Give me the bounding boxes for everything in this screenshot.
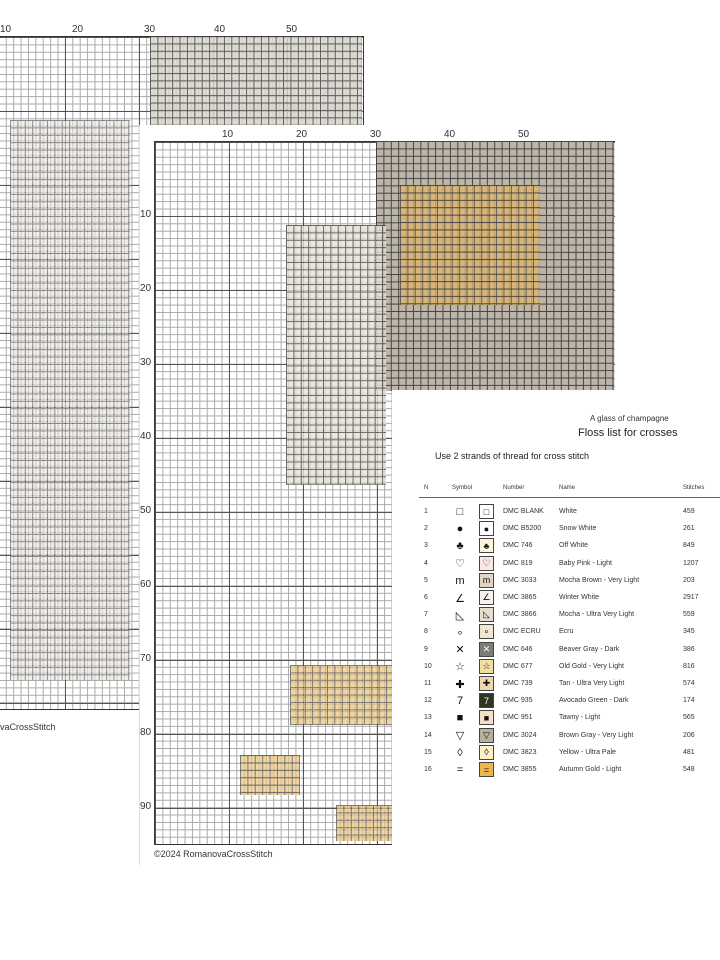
floss-number: DMC 3865 <box>503 594 537 601</box>
front-stitches-left-edge <box>286 225 386 485</box>
floss-color-swatch: ☆ <box>479 659 494 674</box>
front-axis-top-50: 50 <box>518 129 530 140</box>
floss-row <box>419 744 720 761</box>
col-number: Number <box>503 485 525 491</box>
front-axis-top-40: 40 <box>444 129 456 140</box>
floss-color-swatch: ∘ <box>479 624 494 639</box>
floss-name: Autumn Gold - Light <box>559 766 622 773</box>
front-axis-side-10: 10 <box>140 209 152 220</box>
floss-symbol-icon: □ <box>456 506 464 518</box>
floss-name: Tawny - Light <box>559 714 601 722</box>
back-axis-40: 40 <box>214 24 226 35</box>
front-axis-side-70: 70 <box>140 653 152 664</box>
floss-stitches: 574 <box>683 680 695 687</box>
floss-symbol-icon: ∠ <box>455 592 465 605</box>
floss-stitches: 565 <box>683 714 695 722</box>
floss-row <box>419 606 720 623</box>
floss-number: DMC 3823 <box>503 748 537 756</box>
front-stitches-bubbles-3 <box>336 805 392 841</box>
floss-number: DMC 3855 <box>503 766 537 773</box>
floss-row <box>419 727 720 744</box>
floss-n: 14 <box>424 731 432 739</box>
floss-number: DMC BLANK <box>503 508 544 515</box>
front-axis-side-20: 20 <box>140 283 152 294</box>
floss-color-swatch: = <box>479 762 494 777</box>
floss-name: Mocha - Ultra Very Light <box>559 611 635 619</box>
floss-table-header <box>419 485 720 498</box>
floss-stitches: 261 <box>683 525 695 533</box>
front-axis-side-60: 60 <box>140 579 152 590</box>
floss-name: Ecru <box>559 628 574 636</box>
floss-color-swatch: ■ <box>479 710 494 725</box>
front-axis-top-30: 30 <box>370 129 382 140</box>
floss-color-swatch: ● <box>479 521 494 536</box>
floss-symbol-icon: ■ <box>456 712 464 725</box>
floss-number: DMC 677 <box>503 662 533 670</box>
floss-color-swatch: ♡ <box>479 556 494 571</box>
floss-symbol-icon: ● <box>456 523 464 536</box>
col-n: N <box>424 485 429 491</box>
floss-number: DMC 3866 <box>503 611 537 619</box>
floss-row <box>419 692 720 709</box>
floss-n: 9 <box>424 645 428 653</box>
floss-color-swatch: □ <box>479 504 494 519</box>
floss-symbol-icon: ✚ <box>455 678 465 691</box>
floss-row <box>419 520 720 537</box>
floss-list-title: Floss list for crosses <box>578 427 678 439</box>
floss-name: Brown Gray - Very Light <box>559 731 634 739</box>
floss-n: 8 <box>424 628 428 636</box>
floss-number: DMC 646 <box>503 645 533 653</box>
floss-n: 3 <box>424 542 428 550</box>
back-axis-30: 30 <box>144 24 156 35</box>
back-axis-50: 50 <box>286 24 298 35</box>
floss-color-swatch: ◺ <box>479 607 494 622</box>
back-axis-10: 10 <box>0 24 12 35</box>
floss-name: Mocha Brown - Very Light <box>559 576 640 584</box>
floss-color-swatch: 7 <box>479 693 494 708</box>
back-axis-20: 20 <box>72 24 84 35</box>
floss-symbol-icon: m <box>455 574 465 587</box>
floss-n: 2 <box>424 525 428 533</box>
floss-number: DMC B5200 <box>503 525 542 533</box>
front-copyright: ©2024 RomanovaCrossStitch <box>154 849 273 859</box>
floss-number: DMC 3033 <box>503 576 537 584</box>
floss-color-swatch: ✚ <box>479 676 494 691</box>
floss-number: DMC ECRU <box>503 628 541 636</box>
floss-n: 12 <box>424 697 432 705</box>
floss-name: Winter White <box>559 594 600 601</box>
floss-n: 10 <box>424 662 432 670</box>
front-axis-top-20: 20 <box>296 129 308 140</box>
floss-symbol-icon: ☆ <box>455 661 465 674</box>
front-axis-side-40: 40 <box>140 431 152 442</box>
front-axis-top-10: 10 <box>222 129 234 140</box>
col-stitches: Stitches <box>683 485 705 491</box>
back-pattern-stitches-top <box>150 36 362 126</box>
floss-n: 15 <box>424 748 432 756</box>
floss-stitches: 345 <box>683 628 695 636</box>
floss-name: Off White <box>559 542 589 550</box>
floss-symbol-icon: = <box>456 764 464 776</box>
floss-color-swatch: ✕ <box>479 642 494 657</box>
floss-stitches: 2917 <box>683 594 699 601</box>
floss-number: DMC 935 <box>503 697 533 705</box>
floss-row <box>419 675 720 692</box>
floss-row <box>419 623 720 640</box>
floss-symbol-icon: ◺ <box>455 609 465 622</box>
floss-name: Baby Pink - Light <box>559 559 612 567</box>
floss-name: Old Gold - Very Light <box>559 662 624 670</box>
front-axis-side-30: 30 <box>140 357 152 368</box>
floss-stitches: 174 <box>683 697 695 705</box>
strand-note: Use 2 strands of thread for cross stitch <box>435 451 590 461</box>
back-copyright: vaCrossStitch <box>0 722 56 732</box>
floss-list-panel <box>392 390 720 850</box>
col-symbol: Symbol <box>452 485 473 491</box>
floss-name: Snow White <box>559 525 597 533</box>
floss-stitches: 386 <box>683 645 695 653</box>
front-axis-side-80: 80 <box>140 727 152 738</box>
floss-name: Avocado Green - Dark <box>559 697 629 705</box>
floss-stitches: 203 <box>683 576 695 584</box>
floss-n: 1 <box>424 508 428 515</box>
floss-number: DMC 746 <box>503 542 533 550</box>
front-stitches-glass-gold <box>400 185 540 305</box>
floss-stitches: 816 <box>683 662 695 670</box>
floss-row <box>419 503 720 520</box>
floss-n: 4 <box>424 559 428 567</box>
floss-n: 16 <box>424 766 432 773</box>
floss-color-swatch: ♣ <box>479 538 494 553</box>
floss-color-swatch: ∠ <box>479 590 494 605</box>
floss-stitches: 1207 <box>683 559 699 567</box>
floss-row <box>419 537 720 554</box>
floss-n: 13 <box>424 714 432 722</box>
floss-n: 7 <box>424 611 428 619</box>
floss-n: 6 <box>424 594 428 601</box>
floss-row <box>419 589 720 606</box>
floss-color-swatch: m <box>479 573 494 588</box>
floss-symbol-icon: ♡ <box>455 558 465 571</box>
back-pattern-stitches-left <box>10 120 130 680</box>
floss-row <box>419 658 720 675</box>
front-stitches-bubbles-1 <box>290 665 400 725</box>
floss-stitches: 849 <box>683 542 695 550</box>
floss-symbol-icon: ◊ <box>457 746 463 759</box>
floss-n: 5 <box>424 576 428 584</box>
floss-name: Tan - Ultra Very Light <box>559 680 625 687</box>
front-axis-side-50: 50 <box>140 505 152 516</box>
floss-stitches: 548 <box>683 766 695 773</box>
floss-name: Beaver Gray - Dark <box>559 645 620 653</box>
front-axis-side-90: 90 <box>140 801 152 812</box>
floss-number: DMC 3024 <box>503 731 537 739</box>
floss-number: DMC 819 <box>503 559 533 567</box>
floss-n: 11 <box>424 680 432 687</box>
floss-row <box>419 761 720 778</box>
floss-stitches: 559 <box>683 611 695 619</box>
floss-symbol-icon: ✕ <box>455 644 465 657</box>
floss-name: Yellow - Ultra Pale <box>559 748 616 756</box>
floss-row <box>419 572 720 589</box>
floss-row <box>419 641 720 658</box>
floss-color-swatch: ◊ <box>479 745 494 760</box>
floss-color-swatch: ▽ <box>479 728 494 743</box>
floss-stitches: 459 <box>683 508 695 515</box>
floss-row <box>419 555 720 572</box>
floss-symbol-icon: 7 <box>456 695 464 708</box>
floss-number: DMC 951 <box>503 714 533 722</box>
floss-stitches: 481 <box>683 748 695 756</box>
floss-name: White <box>559 508 577 515</box>
floss-symbol-icon: ♣ <box>456 540 464 553</box>
design-name: A glass of champagne <box>590 414 669 423</box>
col-name: Name <box>559 485 576 491</box>
floss-row <box>419 709 720 726</box>
floss-symbol-icon: ∘ <box>456 626 464 639</box>
floss-symbol-icon: ▽ <box>455 730 465 743</box>
front-stitches-bubbles-2 <box>240 755 300 795</box>
floss-stitches: 206 <box>683 731 695 739</box>
floss-number: DMC 739 <box>503 680 533 687</box>
